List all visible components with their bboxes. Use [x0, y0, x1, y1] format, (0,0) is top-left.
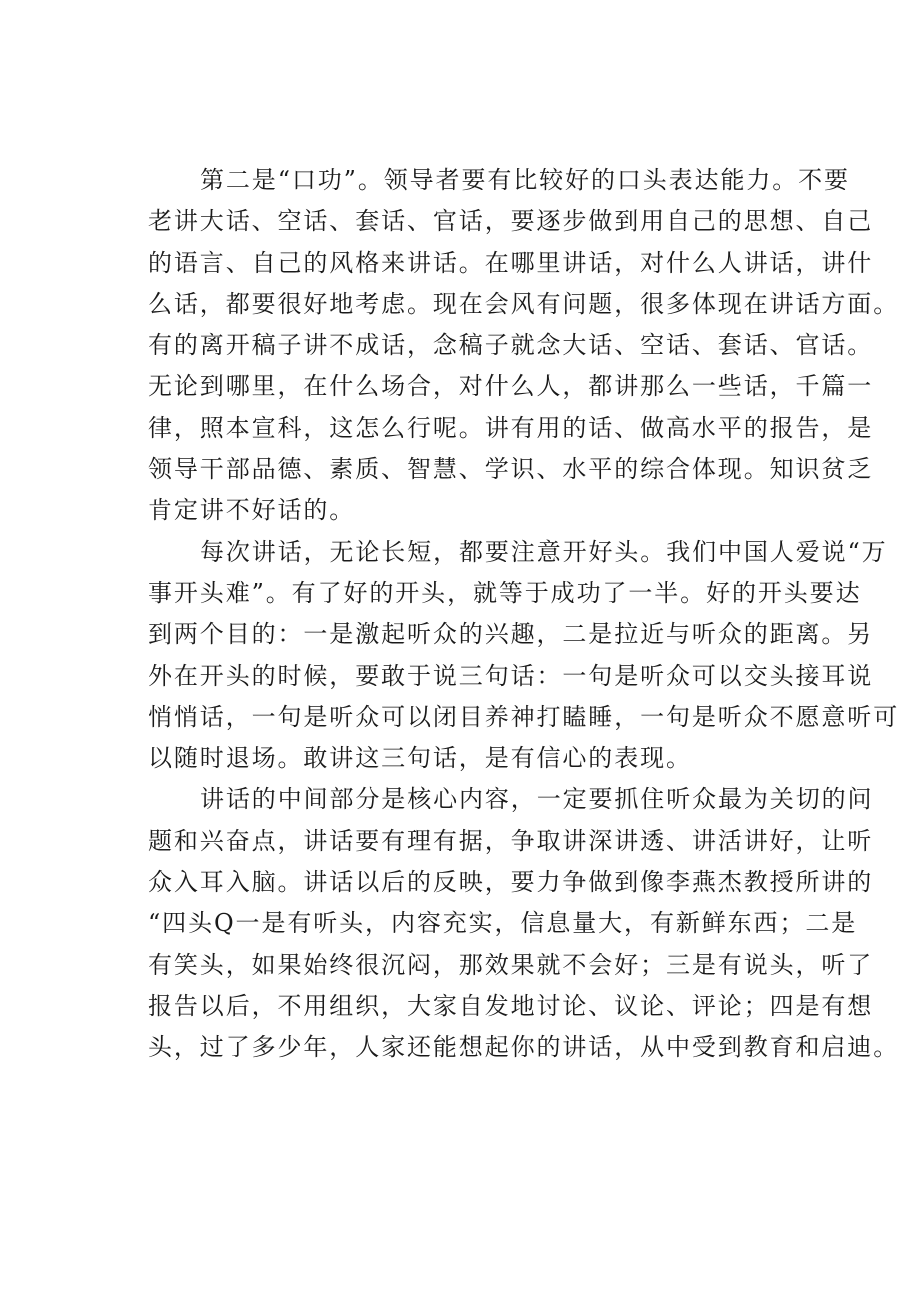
text-line: 律，照本宣科，这怎么行呢。讲有用的话、做高水平的报告，是 [148, 413, 874, 442]
text-line: 报告以后，不用组织，大家自发地讨论、议论、评论；四是有想 [148, 991, 874, 1020]
text-line: 每次讲话，无论长短，都要注意开好头。我们中国人爱说“万 [200, 537, 888, 566]
text-line: 讲话的中间部分是核心内容，一定要抓住听众最为关切的问 [200, 785, 874, 814]
text-line: 肯定讲不好话的。 [148, 496, 356, 525]
text-line: 题和兴奋点，讲话要有理有据，争取讲深讲透、讲活讲好，让听 [148, 826, 874, 855]
text-line: 有笑头，如果始终很沉闷，那效果就不会好；三是有说头，听了 [148, 950, 874, 979]
text-line: 么话，都要很好地考虑。现在会风有问题，很多体现在讲话方面。 [148, 289, 900, 318]
text-line: 的语言、自己的风格来讲话。在哪里讲话，对什么人讲话，讲什 [148, 248, 874, 277]
text-line: 外在开头的时候，要敢于说三句话：一句是听众可以交头接耳说 [148, 661, 874, 690]
paragraph-2 [148, 532, 900, 780]
text-line: 事开头难”。有了好的开头，就等于成功了一半。好的开头要达 [148, 578, 862, 607]
document-body [148, 160, 900, 1069]
text-line: 领导干部品德、素质、智慧、学识、水平的综合体现。知识贫乏 [148, 455, 874, 484]
paragraph-3 [148, 779, 900, 1068]
paragraph-1 [148, 160, 900, 532]
text-line: 以随时退场。敢讲这三句话，是有信心的表现。 [148, 744, 692, 773]
text-line: 悄悄话，一句是听众可以闭目养神打瞌睡，一句是听众不愿意听可 [148, 702, 900, 731]
text-line: 有的离开稿子讲不成话，念稿子就念大话、空话、套话、官话。 [148, 331, 874, 360]
text-line: 众入耳入脑。讲话以后的反映，要力争做到像李燕杰教授所讲的 [148, 868, 874, 897]
text-line: 无论到哪里，在什么场合，对什么人，都讲那么一些话，千篇一 [148, 372, 874, 401]
text-line: 到两个目的：一是激起听众的兴趣，二是拉近与听众的距离。另 [148, 620, 874, 649]
text-line: 第二是“口功”。领导者要有比较好的口头表达能力。不要 [200, 166, 850, 194]
text-line: 头，过了多少年，人家还能想起你的讲话，从中受到教育和启迪。 [148, 1033, 900, 1062]
text-line: 老讲大话、空话、套话、官话，要逐步做到用自己的思想、自己 [148, 207, 874, 236]
text-line: “四头Q一是有听头，内容充实，信息量大，有新鲜东西；二是 [148, 909, 858, 938]
